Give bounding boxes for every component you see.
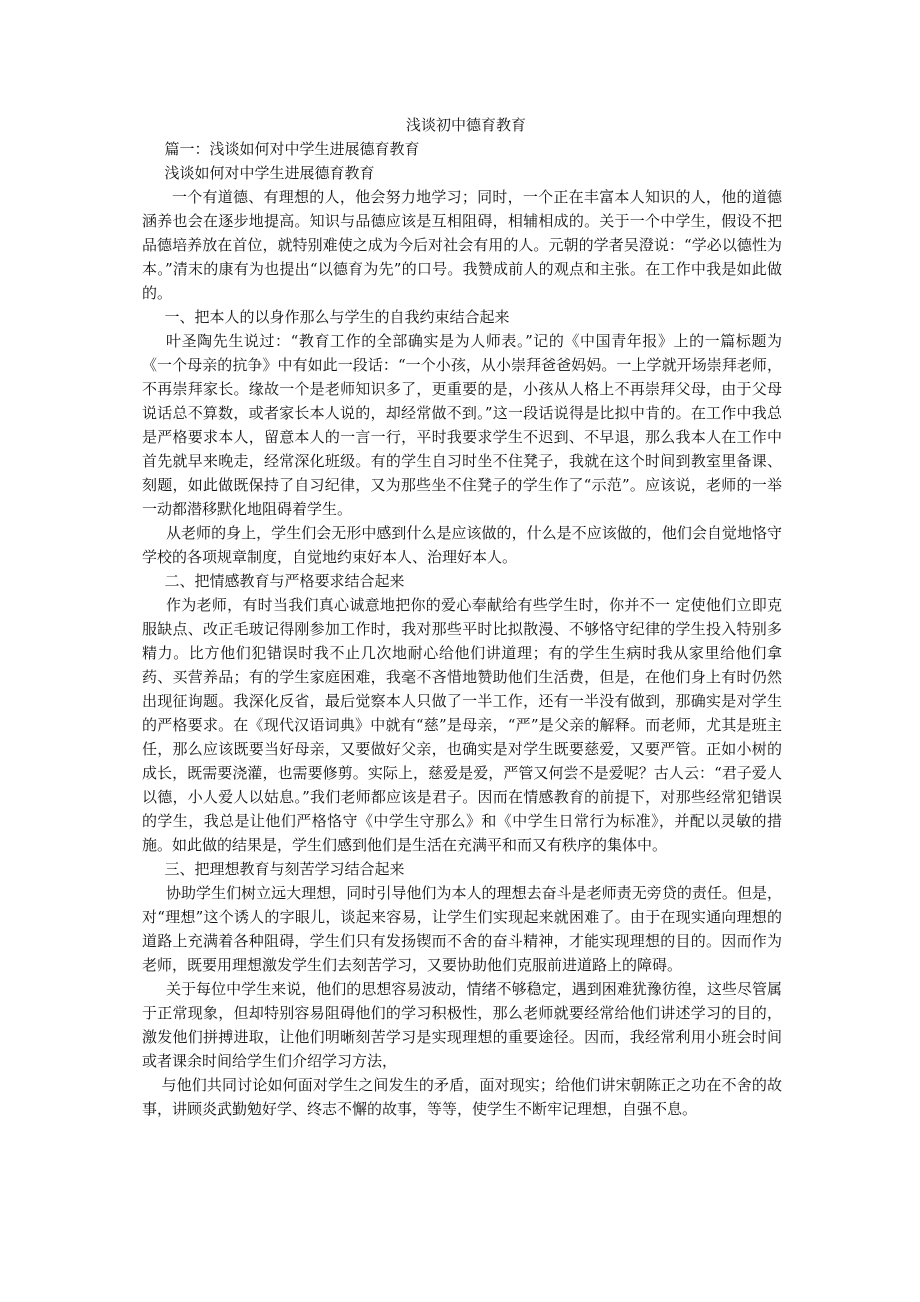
document-page — [142, 113, 782, 1121]
section-heading-2: 二、把情感教育与严格要求结合起来 — [164, 572, 405, 590]
document-title: 浅谈初中德育教育 — [405, 116, 526, 134]
section-3-paragraph-2: 关于每位中学生来说，他们的思想容易波动，情绪不够稳定，遇到困难犹豫彷徨，这些尽管属于正常现象，但却特别容易阻碍他们的学习积极性，那么老师就要经常给他们讲述学习的目的，激发他们拼搏进取，让他们明晰刻苦学习是实现理想的重要途径。因而，我经常利用小班会时间或者课余时间给学生们介绍学习方法， — [142, 980, 782, 1070]
section-3-paragraph-3: 与他们共同讨论如何面对学生之间发生的矛盾，面对现实；给他们讲宋朝陈正之功在不舍的故事，讲顾炎武勤勉好学、终志不懈的故事，等等，使学生不断牢记理想，自强不息。 — [142, 1076, 782, 1118]
section-3-paragraph-1: 协助学生们树立远大理想，同时引导他们为本人的理想去奋斗是老师责无旁贷的责任。但是，对“理想”这个诱人的字眼儿，谈起来容易，让学生们实现起来就困难了。由于在现实通向理想的道路上充满着各种阻碍，学生们只有发扬锲而不舍的奋斗精神，才能实现理想的目的。因而作为老师，既要用理想激发学生们去刻苦学习，又要协助他们克服前进道路上的障碍。 — [142, 884, 782, 974]
section-heading-3: 三、把理想教育与刻苦学习结合起来 — [164, 860, 405, 878]
section-heading-1: 一、把本人的以身作那么与学生的自我约束结合起来 — [164, 308, 510, 326]
section-1-paragraph-2: 从老师的身上，学生们会无形中感到什么是应该做的，什么是不应该做的，他们会自觉地恪守学校的各项规章制度，自觉地约束好本人、治理好本人。 — [142, 524, 782, 566]
intro-paragraph: 一个有道德、有理想的人，他会努力地学习；同时，一个正在丰富本人知识的人，他的道德涵养也会在逐步地提高。知识与品德应该是互相阻碍，相辅相成的。关于一个中学生，假设不把品德培养放在首位，就特别难使之成为今后对社会有用的人。元朝的学者吴澄说：“学必以德性为本。”清末的康有为也提出“以德育为先”的口号。我赞成前人的观点和主张。在工作中我是如此做的。 — [142, 188, 782, 302]
section-2-paragraph: 作为老师，有时当我们真心诚意地把你的爱心奉献给有些学生时，你并不一 定使他们立即克服缺点、改正毛玻记得刚参加工作时，我对那些平时比拟散漫、不够恪守纪律的学生投入特别多精力。比方他们犯错误时我不止几次地耐心给他们讲道理；有的学生生病时我从家里给他们拿药、买营养品；有的学生家庭困难，我毫不吝惜地赞助他们生活费，但是，在他们身上有时仍然出现征询题。我深化反省，最后觉察本人只做了一半工作，还有一半没有做到，那确实是对学生的严格要求。在《现代汉语词典》中就有“慈”是母亲，“严”是父亲的解释。而老师，尤其是班主任，那么应该既要当好母亲，又要做好父亲，也确实是对学生既要慈爱，又要严管。正如小树的成长，既需要浇灌，也需要修剪。实际上，慈爱是爱，严管又何尝不是爱呢？古人云：“君子爱人以德，小人爱人以姑息。”我们老师都应该是君子。因而在情感教育的前提下，对那些经常犯错误的学生，我总是让他们严格恪守《中学生守那么》和《中学生日常行为标准》，并配以灵敏的措施。如此做的结果是，学生们感到他们是生活在充满平和而又有秩序的集体中。 — [142, 596, 782, 854]
part-title: 篇一：浅谈如何对中学生进展德育教育 — [164, 140, 420, 158]
article-subtitle: 浅谈如何对中学生进展德育教育 — [164, 164, 375, 182]
section-1-paragraph-1: 叶圣陶先生说过：“教育工作的全部确实是为人师表。”记的《中国青年报》上的一篇标题为《一个母亲的抗争》中有如此一段话：“一个小孩，从小崇拜爸爸妈妈。一上学就开场崇拜老师，不再崇拜家长。缘故一个是老师知识多了，更重要的是，小孩从人格上不再崇拜父母，由于父母说话总不算数，或者家长本人说的，却经常做不到。”这一段话说得是比拟中肯的。在工作中我总是严格要求本人，留意本人的一言一行，平时我要求学生不迟到、不早退，那么我本人在工作中首先就早来晚走，经常深化班级。有的学生自习时坐不住凳子，我就在这个时间到教室里备课、刻题，如此做既保持了自习纪律，又为那些坐不住凳子的学生作了“示范”。应该说，老师的一举一动都潜移默化地阻碍着学生。 — [142, 332, 782, 518]
